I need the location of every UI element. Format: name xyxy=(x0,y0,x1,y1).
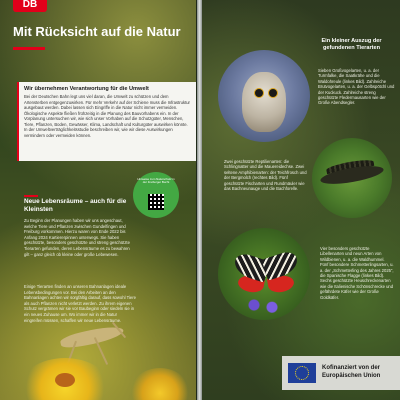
purple-flowers xyxy=(236,294,296,316)
moth-photo xyxy=(218,228,310,320)
habitats-heading: Neue Lebensräume – auch für die Kleinsten xyxy=(24,198,127,213)
title-divider xyxy=(13,47,45,50)
moth-forewing xyxy=(261,249,300,280)
species-insects-text: Vier besonders geschützte Libellenarten und neun Arten von Wildbienen, u. a. die Waldhummel. Fünf besondere Schmetterlingsarten, u. a. der „Schmetterling des Jahres 2025“, die Spanische Flagge (linkes Bild). Sechs geschützte Heuschreckenarten wie die Italienische Schönschrecke und gefährdete Käfer wie der Große Goldkäfer. xyxy=(320,246,394,300)
page-title: Mit Rücksicht auf die Natur xyxy=(13,24,181,39)
flower-center xyxy=(55,373,75,387)
eu-funding-box xyxy=(282,356,400,390)
qr-caption: Hinweise zum Naturschutz in der Freiburger Bucht xyxy=(137,177,175,185)
qr-badge[interactable] xyxy=(133,172,179,218)
newt-photo xyxy=(312,138,392,218)
owl-eye xyxy=(268,88,278,98)
owl-body xyxy=(242,72,286,132)
left-panel xyxy=(0,0,196,400)
eu-flag-icon xyxy=(288,363,316,383)
commitment-box xyxy=(17,82,196,161)
right-panel xyxy=(202,0,400,400)
habitats-paragraph-2: Einige Tierarten finden an unseren Bahnanlagen ideale Lebensbedingungen vor. Bei den Arbeiten an den Bahnanlagen achten wir sorgfältig darauf, dass sowohl Tiere als auch Pflanzen nicht verletzt werden. Zu ihrem eigenen Schutz vergrämen wir sie vor Baubeginn oder siedeln sie in ein neues Zuhause um. Wo immer wir in die Natur eingreifen müssen, schaffen wir neue Lebensräume. xyxy=(24,284,136,323)
habitats-paragraph-1: Zu Beginn der Planungen haben wir uns angeschaut, welche Tiere und Pflanzen zwischen Gundelfingen und Freiburg vorkommen. Hierzu waren von Ende 2022 bis Anfang 2024 Kartiererpinnen unterwegs. Sie haben geschützte, besonders geschützte und streng geschützte Tierarten gefunden, deren Lebensräume es zu bewahren gilt – ganz gleich ob kleine oder große Lebewesen. xyxy=(24,218,130,257)
species-reptiles-text: Zwei geschützte Reptilienarten: die Schlingnatter und die Mauereidechse. Zwei seltene Amphibienarten: der Teichfrosch und der Bergmolch (rechtes Bild). Fünf geschützte Fischarten und Rundmäuler wie das Bachneunauge und die Bachforelle. xyxy=(224,159,307,192)
db-logo: DB xyxy=(13,0,47,12)
species-heading: Ein kleiner Auszug der gefundenen Tierarten xyxy=(321,38,382,51)
eu-stars-icon xyxy=(295,366,309,380)
eu-funding-text: Kofinanziert von der Europäischen Union xyxy=(322,365,381,379)
species-birds-text: Sieben Großvogelarten, u. a. der Turmfalke, die Saatkrähe und die Waldohreule (linkes Bild). Zahlreiche Brutvogelarten, u. a. der Gelbspötchl und der Kuckuck. Zahlreiche streng geschützte Fledermausarten wie der Große Abendsegler. xyxy=(318,68,395,106)
commitment-accent xyxy=(17,82,19,161)
flower-image xyxy=(130,368,190,400)
owl-photo xyxy=(218,50,310,142)
habitats-divider xyxy=(24,195,38,197)
commitment-body: Bei der Deutschen Bahn legt uns viel daran, die Umwelt zu schützen und dem Artensterben entgegenzuwirken. Für mehr Verkehr auf der Schiene muss die Infrastruktur ausgebaut werden. Dabei lassen sich Eingriffe in die Natur nicht immer vermeiden. Ökologische Aspekte fließen frühzeitig in die Planung des Bauvorhabens ein. In der Vorplanung untersuchen wir, wie sich unser Vorhaben auf die Schutzgüter, Menschen, Tiere, Pflanzen, Boden, Gewässer, Klima, Landschaft und Kulturgüter auswirken könnte. In der Umweltverträglichkeitsstudie beschreiben wir, wie wir diese Auswirkungen vermindern oder vermeiden können. xyxy=(24,94,190,138)
owl-eye xyxy=(254,88,264,98)
qr-code-icon[interactable] xyxy=(148,194,164,210)
commitment-heading: Wir übernehmen Verantwortung für die Umwelt xyxy=(24,86,149,92)
